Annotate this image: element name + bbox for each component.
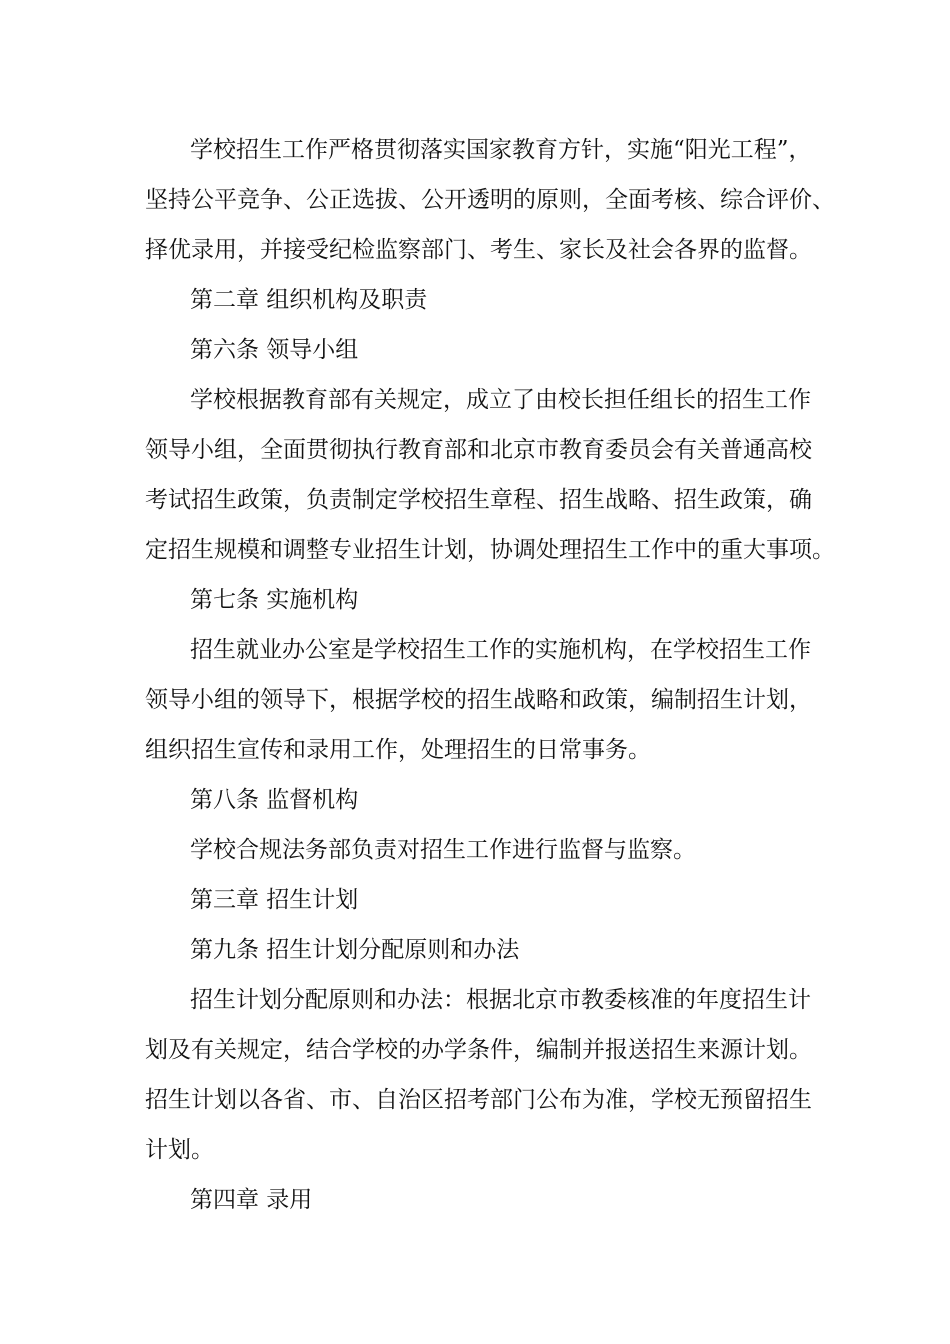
- paragraph-line: 择优录用，并接受纪检监察部门、考生、家长及社会各界的监督。: [145, 237, 812, 263]
- chapter-heading: 第四章 录用: [190, 1187, 313, 1213]
- paragraph-line: 招生计划分配原则和办法：根据北京市教委核准的年度招生计: [190, 987, 811, 1013]
- paragraph-line: 招生就业办公室是学校招生工作的实施机构，在学校招生工作: [190, 637, 811, 663]
- paragraph-line: 学校合规法务部负责对招生工作进行监督与监察。: [190, 837, 696, 863]
- paragraph-line: 划及有关规定，结合学校的办学条件，编制并报送招生来源计划。: [145, 1037, 812, 1063]
- paragraph-line: 领导小组，全面贯彻执行教育部和北京市教育委员会有关普通高校: [145, 437, 812, 463]
- paragraph-line: 领导小组的领导下，根据学校的招生战略和政策，编制招生计划，: [145, 687, 812, 713]
- article-heading: 第六条 领导小组: [190, 337, 359, 363]
- article-heading: 第八条 监督机构: [190, 787, 359, 813]
- paragraph-line: 坚持公平竞争、公正选拔、公开透明的原则，全面考核、综合评价、: [145, 187, 835, 213]
- paragraph-line: 学校招生工作严格贯彻落实国家教育方针，实施“阳光工程”，: [190, 137, 812, 163]
- paragraph-line: 组织招生宣传和录用工作，处理招生的日常事务。: [145, 737, 651, 763]
- paragraph-line: 定招生规模和调整专业招生计划，协调处理招生工作中的重大事项。: [145, 537, 835, 563]
- article-heading: 第九条 招生计划分配原则和办法: [190, 937, 520, 963]
- paragraph-line: 计划。: [145, 1137, 214, 1163]
- paragraph-line: 考试招生政策，负责制定学校招生章程、招生战略、招生政策，确: [145, 487, 812, 513]
- article-heading: 第七条 实施机构: [190, 587, 359, 613]
- paragraph-line: 学校根据教育部有关规定，成立了由校长担任组长的招生工作: [190, 387, 811, 413]
- chapter-heading: 第三章 招生计划: [190, 887, 359, 913]
- paragraph-line: 招生计划以各省、市、自治区招考部门公布为准，学校无预留招生: [145, 1087, 812, 1113]
- chapter-heading: 第二章 组织机构及职责: [190, 287, 428, 313]
